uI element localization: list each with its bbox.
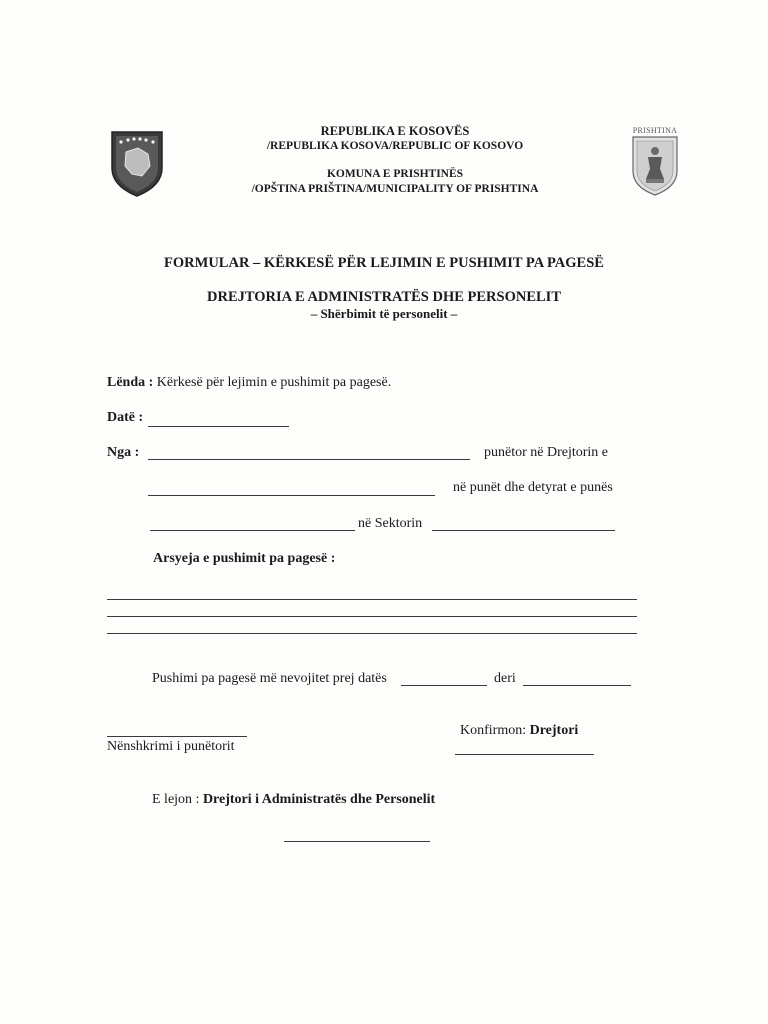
date-label: Datë : [107, 410, 144, 425]
header-republic-alt: /REPUBLIKA KOSOVA/REPUBLIC OF KOSOVO [266, 140, 524, 152]
reason-line-3[interactable] [107, 633, 637, 634]
confirm-row [460, 723, 578, 739]
header-republic: REPUBLIKA E KOSOVËS [320, 124, 470, 138]
sector-label: në Sektorin [358, 516, 423, 531]
subject-row [107, 375, 391, 391]
sector-field[interactable] [432, 530, 615, 531]
employee-signature-field[interactable] [107, 736, 247, 737]
department-title: DREJTORIA E ADMINISTRATËS DHE PERSONELIT [207, 289, 561, 305]
director-signature-field[interactable] [455, 754, 594, 755]
employee-signature-label: Nënshkrimi i punëtorit [107, 739, 235, 754]
subject-label: Lënda : [107, 375, 154, 390]
date-field[interactable] [148, 426, 289, 427]
form-title: FORMULAR – KËRKESË PËR LEJIMIN E PUSHIMIT PA PAGESË [164, 255, 604, 271]
header-municipality-alt: /OPŠTINA PRIŠTINA/MUNICIPALITY OF PRISHTINA [251, 183, 539, 195]
kosovo-coat-of-arms-icon [108, 128, 166, 198]
prishtina-emblem-label: PRISHTINA [632, 126, 678, 135]
from-suffix: punëtor në Drejtorin e [484, 445, 609, 460]
approve-label: E lejon : [152, 792, 200, 807]
from-label: Nga : [107, 445, 140, 460]
directorate-field[interactable] [148, 495, 435, 496]
reason-label: Arsyeja e pushimit pa pagesë : [153, 551, 336, 566]
approval-signature-field[interactable] [284, 841, 430, 842]
from-name-field[interactable] [148, 459, 470, 460]
service-subtitle: – Shërbimit të personelit – [310, 306, 458, 321]
reason-line-2[interactable] [107, 616, 637, 617]
period-to-field[interactable] [523, 685, 631, 686]
period-text: Pushimi pa pagesë më nevojitet prej datës [152, 671, 387, 686]
header-municipality: KOMUNA E PRISHTINËS [326, 168, 464, 180]
duties-suffix: në punët dhe detyrat e punës [453, 480, 613, 495]
subject-text: Kërkesë për lejimin e pushimit pa pagesë. [156, 375, 392, 390]
approve-role: Drejtori i Administratës dhe Personelit [202, 792, 436, 807]
reason-line-1[interactable] [107, 599, 637, 600]
confirm-label: Konfirmon: [460, 723, 527, 738]
period-from-field[interactable] [401, 685, 487, 686]
confirm-role: Drejtori [529, 723, 579, 738]
position-field[interactable] [150, 530, 355, 531]
prishtina-emblem-icon [630, 135, 680, 197]
period-until: deri [494, 671, 516, 686]
prishtina-emblem [628, 126, 682, 202]
approve-row [152, 792, 435, 808]
